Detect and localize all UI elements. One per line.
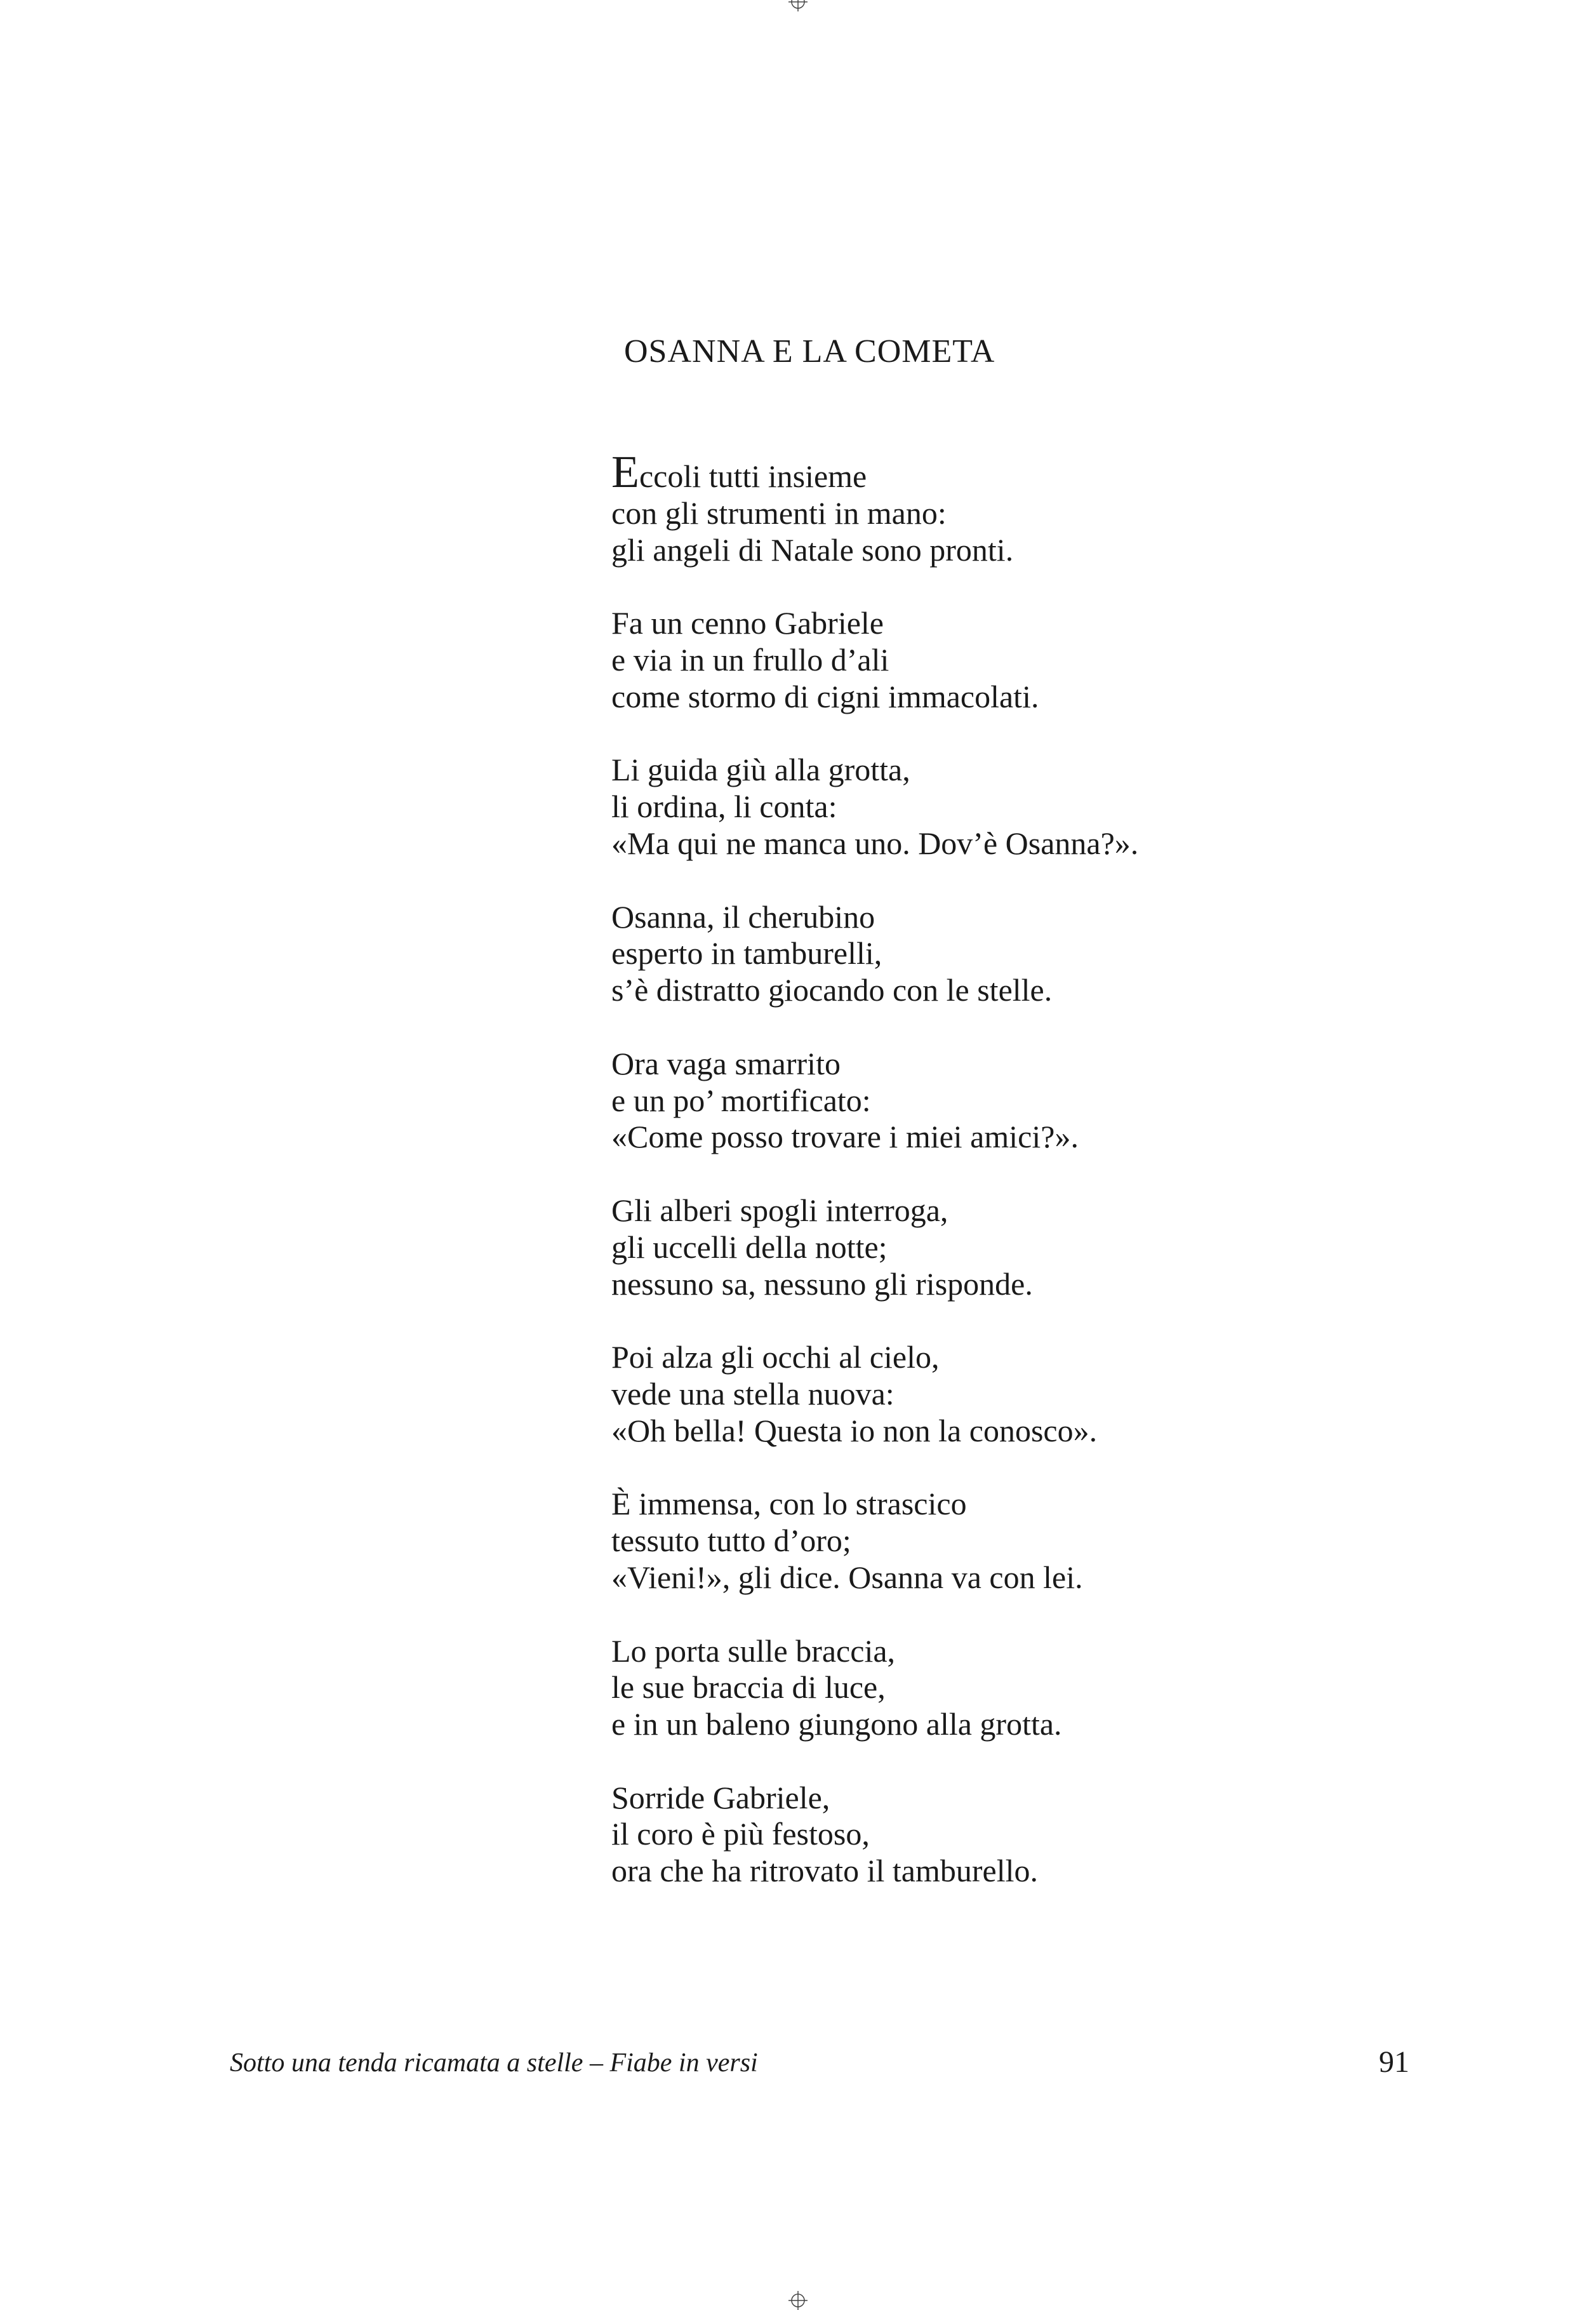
poem-line: nessuno sa, nessuno gli risponde. <box>611 1265 1033 1302</box>
poem-line: gli uccelli della notte; <box>611 1229 888 1265</box>
poem-line: È immensa, con lo strascico <box>611 1486 967 1522</box>
poem-line: e via in un frullo d’ali <box>611 641 889 678</box>
poem-line: Osanna, il cherubino <box>611 898 875 935</box>
poem-line: le sue braccia di luce, <box>611 1669 886 1706</box>
stanza <box>611 1192 1437 1302</box>
page-number: 91 <box>1379 2045 1409 2079</box>
poem-line: Poi alza gli occhi al cielo, <box>611 1339 940 1375</box>
stanza <box>611 446 1437 568</box>
poem-line: gli angeli di Natale sono pronti. <box>611 531 1014 568</box>
poem-line: «Ma qui ne manca uno. Dov’è Osanna?». <box>611 825 1139 861</box>
poem-line: Fa un cenno Gabriele <box>611 605 884 641</box>
page-title: OSANNA E LA COMETA <box>624 333 995 370</box>
first-line-text: ccoli tutti insieme <box>639 458 867 494</box>
crop-mark-icon <box>788 2291 808 2310</box>
drop-cap: E <box>611 446 639 497</box>
poem-line: Lo porta sulle braccia, <box>611 1632 896 1669</box>
poem-line: li ordina, li conta: <box>611 789 837 825</box>
stanza <box>611 1633 1437 1743</box>
poem-line: ora che ha ritrovato il tamburello. <box>611 1853 1038 1889</box>
stanza <box>611 605 1437 715</box>
footer-book-title: Sotto una tenda ricamata a stelle – Fiabe in versi <box>230 2048 758 2078</box>
poem-line: Gli alberi spogli interroga, <box>611 1192 948 1228</box>
poem-line: «Vieni!», gli dice. Osanna va con lei. <box>611 1559 1083 1595</box>
poem-line: «Oh bella! Questa io non la conosco». <box>611 1412 1098 1448</box>
poem <box>611 446 1437 1926</box>
poem-line <box>611 446 1437 497</box>
poem-line: «Come posso trovare i miei amici?». <box>611 1119 1079 1155</box>
poem-line: s’è distratto giocando con le stelle. <box>611 972 1053 1008</box>
stanza <box>611 1339 1437 1449</box>
stanza <box>611 1780 1437 1890</box>
crop-mark-icon <box>788 0 808 11</box>
stanza <box>611 1046 1437 1156</box>
poem-line: e un po’ mortificato: <box>611 1082 871 1118</box>
stanza <box>611 752 1437 862</box>
stanza <box>611 1486 1437 1596</box>
poem-line: e in un baleno giungono alla grotta. <box>611 1706 1062 1742</box>
poem-line: Ora vaga smarrito <box>611 1045 841 1081</box>
poem-line: con gli strumenti in mano: <box>611 495 947 531</box>
poem-line: esperto in tamburelli, <box>611 935 882 971</box>
poem-line: come stormo di cigni immacolati. <box>611 678 1039 714</box>
stanza <box>611 899 1437 1009</box>
poem-line: vede una stella nuova: <box>611 1375 894 1412</box>
poem-line: tessuto tutto d’oro; <box>611 1523 851 1559</box>
poem-line: il coro è più festoso, <box>611 1816 870 1852</box>
poem-line: Li guida giù alla grotta, <box>611 752 910 788</box>
poem-line: Sorride Gabriele, <box>611 1779 830 1815</box>
